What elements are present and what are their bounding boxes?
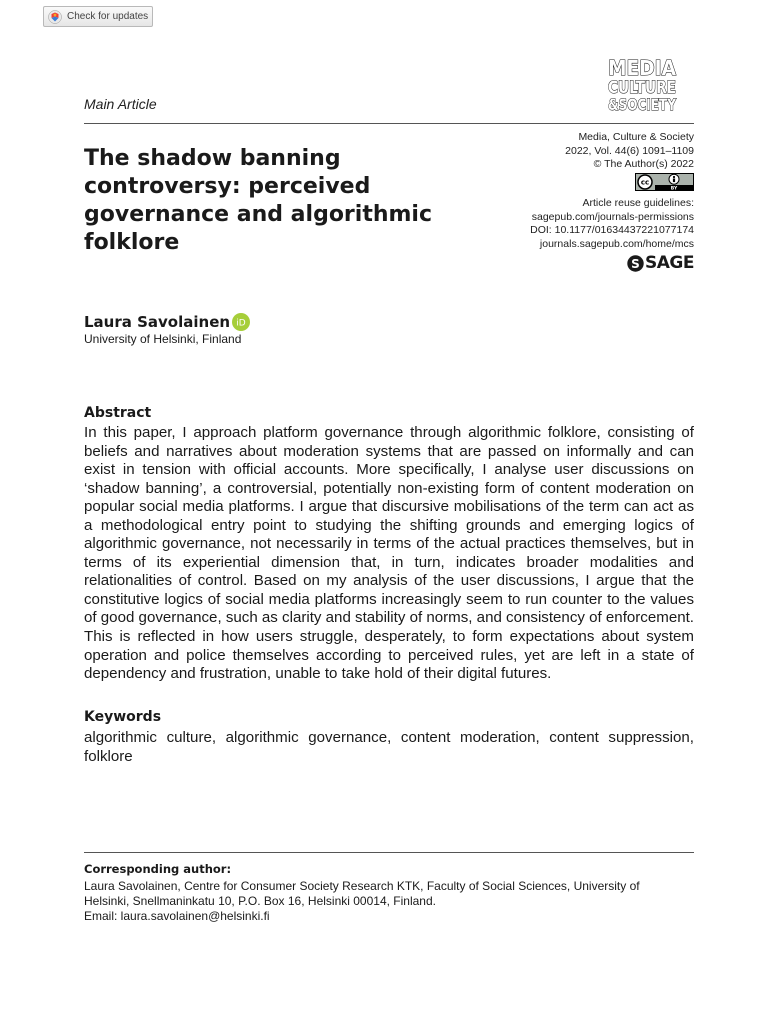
orcid-icon[interactable] — [232, 313, 250, 331]
keywords-text: algorithmic culture, algorithmic governance, content moderation, content suppression, folklore — [84, 729, 694, 765]
author-block — [84, 313, 250, 331]
crossmark-icon — [48, 10, 62, 24]
abstract-heading: Abstract — [84, 405, 152, 421]
journal-homepage-link[interactable]: journals.sagepub.com/home/mcs — [539, 237, 694, 250]
author-name: Laura Savolainen — [84, 313, 231, 331]
article-type-label: Main Article — [84, 96, 157, 112]
creative-commons-by-icon[interactable] — [635, 173, 694, 191]
permissions-link[interactable]: sagepub.com/journals-permissions — [531, 210, 694, 223]
keywords-heading: Keywords — [84, 709, 162, 725]
sage-wordmark: SAGE — [645, 252, 694, 273]
svg-text:cc: cc — [640, 178, 650, 186]
journal-logo-line-2: CULTURE — [608, 78, 676, 98]
copyright-notice: © The Author(s) 2022 — [593, 158, 694, 170]
corresponding-author-email[interactable]: Email: laura.savolainen@helsinki.fi — [84, 909, 270, 923]
svg-text:S: S — [631, 257, 640, 271]
sage-publisher-logo — [627, 252, 694, 273]
journal-metadata — [530, 131, 694, 277]
author-affiliation: University of Helsinki, Finland — [84, 332, 242, 346]
header-divider — [84, 123, 694, 124]
corresponding-author-heading: Corresponding author: — [84, 862, 232, 876]
check-for-updates-button[interactable] — [43, 6, 153, 27]
check-for-updates-label: Check for updates — [67, 11, 149, 22]
journal-logo — [606, 55, 678, 113]
journal-logo-line-3: &SOCIETY — [608, 95, 677, 114]
cc-badge-label: BY — [670, 186, 678, 192]
article-title: The shadow banning controversy: perceived governance and algorithmic folklore — [84, 146, 433, 255]
corresponding-author-address: Laura Savolainen, Centre for Consumer Society Research KTK, Faculty of Social Sciences, University of Helsinki, Snellmaninkatu 10, P.O. Box 16, Helsinki 00014, Finland. — [84, 879, 640, 908]
orcid-glyph: iD — [236, 318, 246, 329]
journal-name: Media, Culture & Society — [578, 131, 694, 143]
sage-s-icon — [627, 255, 644, 272]
footnote-divider — [84, 852, 694, 853]
journal-logo-line-1: MEDIA — [608, 56, 677, 80]
reuse-guidelines-label: Article reuse guidelines: — [582, 197, 694, 209]
doi-link[interactable]: DOI: 10.1177/01634437221077174 — [530, 224, 694, 236]
abstract-text: In this paper, I approach platform governance through algorithmic folklore, consisting of beliefs and narratives about moderation systems that are passed on informally and can exist in tension with official accounts. More specifically, I analyse user discussions on ‘shadow banning’, a controversial, potentially non-existing form of content moderation on popular social media platforms. I argue that discursive mobilisations of the term can act as a methodological entry point to studying the shifting grounds and emerging logics of algorithmic governance, not necessarily in terms of the actual practices themselves, but in terms of its experiential dimension that, in turn, indicates broader modalities and relationalities of control. Based on my analysis of the user discussions, I argue that the constitutive logics of social media platforms increasingly seem to run counter to the values of good governance, such as clarity and stability of norms, and consistency of enforcement. This is reflected in how users struggle, desperately, to form expectations about system operation and police themselves according to perceived rules, yet are left in a state of dependency and frustration, unable to take hold of their digital futures. — [84, 424, 694, 683]
journal-volume: 2022, Vol. 44(6) 1091–1109 — [565, 144, 694, 157]
